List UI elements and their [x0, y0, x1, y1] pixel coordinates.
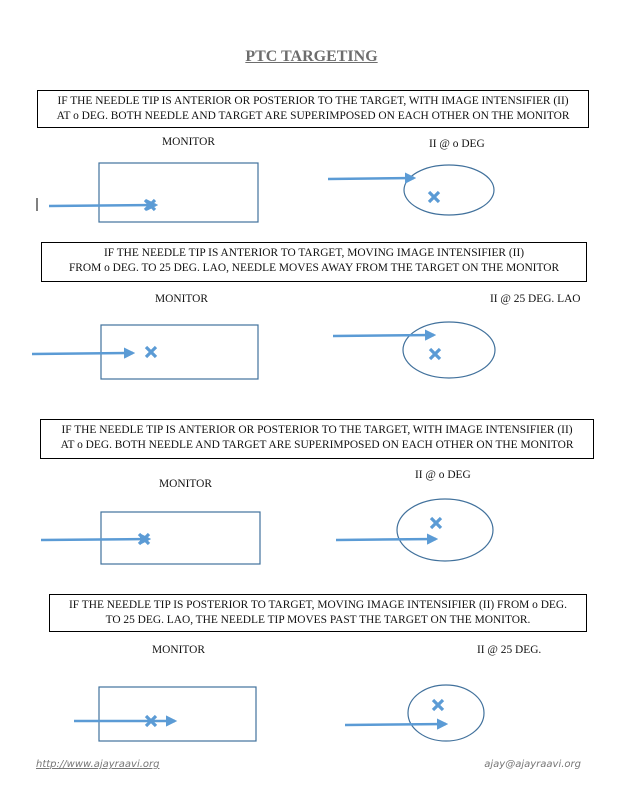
target-marker-ii-2 — [430, 349, 440, 359]
needle-arrow-ii-2 — [333, 335, 434, 336]
caption-2-line-1: IF THE NEEDLE TIP IS ANTERIOR TO TARGET, MOVING IMAGE INTENSIFIER (II) — [103, 247, 525, 259]
ii-label-4: II @ 25 DEG. — [477, 644, 542, 656]
caption-1-line-2: AT o DEG. BOTH NEEDLE AND TARGET ARE SUPERIMPOSED ON EACH OTHER ON THE MONITOR — [56, 109, 570, 122]
monitor-screen-1 — [99, 163, 258, 222]
caption-1-line-1: IF THE NEEDLE TIP IS ANTERIOR OR POSTERIOR TO THE TARGET, WITH IMAGE INTENSIFIER (II) — [57, 95, 569, 107]
needle-arrow-ii-1 — [328, 178, 414, 179]
target-marker-ii-1 — [429, 192, 439, 202]
page-title: PTC TARGETING — [245, 48, 378, 65]
ii-label-3: II @ o DEG — [415, 469, 471, 481]
needle-arrow-monitor-1 — [49, 205, 156, 206]
needle-arrow-ii-4 — [345, 724, 446, 725]
ii-view-oval-3 — [397, 499, 493, 561]
monitor-label-1: MONITOR — [162, 136, 215, 148]
website-link[interactable]: http://www.ajayraavi.org — [36, 759, 160, 770]
caption-2-line-2: FROM o DEG. TO 25 DEG. LAO, NEEDLE MOVES AWAY FROM THE TARGET ON THE MONITOR — [68, 261, 560, 274]
target-marker-ii-4 — [433, 700, 443, 710]
needle-arrow-monitor-3 — [41, 539, 149, 540]
email-link[interactable]: ajay@ajayraavi.org — [484, 759, 581, 770]
monitor-label-3: MONITOR — [159, 478, 212, 490]
caption-4-line-1: IF THE NEEDLE TIP IS POSTERIOR TO TARGET, MOVING IMAGE INTENSIFIER (II) FROM o DEG. — [69, 599, 567, 611]
monitor-label-4: MONITOR — [152, 644, 205, 656]
caption-4-line-2: TO 25 DEG. LAO, THE NEEDLE TIP MOVES PAST THE TARGET ON THE MONITOR. — [105, 613, 531, 626]
target-marker-ii-3 — [431, 518, 441, 528]
caption-3-line-1: IF THE NEEDLE TIP IS ANTERIOR OR POSTERIOR TO THE TARGET, WITH IMAGE INTENSIFIER (II) — [61, 424, 573, 436]
ii-label-1: II @ o DEG — [429, 138, 485, 150]
caption-3-line-2: AT o DEG. BOTH NEEDLE AND TARGET ARE SUPERIMPOSED ON EACH OTHER ON THE MONITOR — [60, 438, 574, 451]
needle-arrow-monitor-2 — [32, 353, 133, 354]
monitor-label-2: MONITOR — [155, 293, 208, 305]
ii-view-oval-2 — [403, 322, 495, 378]
ii-view-oval-1 — [404, 165, 494, 215]
monitor-screen-4 — [99, 687, 256, 741]
needle-arrow-ii-3 — [336, 539, 436, 540]
ii-view-oval-4 — [408, 685, 484, 741]
target-marker-monitor-2 — [146, 347, 156, 357]
ii-label-2: II @ 25 DEG. LAO — [490, 293, 581, 305]
